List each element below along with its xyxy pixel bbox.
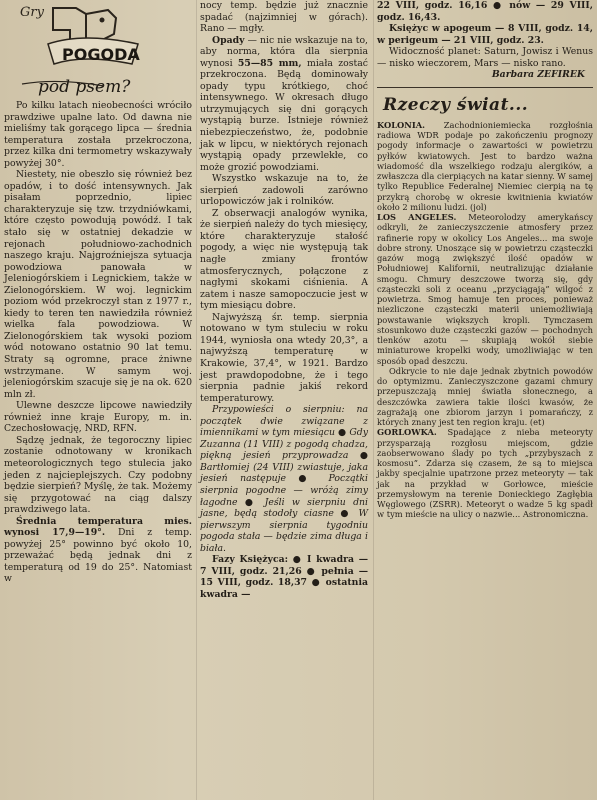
paragraph: Sądzę jednak, że tegoroczny lipiec zostanie odnotowany w kronikach meteorologicznych tego stulecia jako jeden z najcieplejszych. Czy podobny będzie sierpień? Myślę, że tak. Możemy się przygotować na ciąg dalszy prawdziwego lata. xyxy=(4,434,192,516)
paragraph: Widoczność planet: Saturn, Jowisz i Wenus — nisko wieczorem, Mars — nisko rano. xyxy=(377,46,593,69)
text: Dni z temp. powyżej 25° powinno być około 10, przeważać będą jednak dni z temperaturą od 19 do 25°. Natomiast w xyxy=(4,527,192,585)
news-city: GORLOWKA. xyxy=(377,427,437,438)
news-item xyxy=(377,120,593,212)
paragraph: Z obserwacji analogów wynika, że sierpień należy do tych miesięcy, które charakteryzuje stałość pogody, a więc nie występują tak nagłe zmiany frontów atmosferycznych, połączone z nagłymi skokami ciśnienia. A zatem i nasze samopoczucie jest w tym miesiącu dobre. xyxy=(200,207,368,312)
news-item xyxy=(377,427,593,519)
news-city: LOS ANGELES. xyxy=(377,212,457,223)
bold-lead: Fazy Księżyca: xyxy=(212,554,289,566)
logo-word: POGODA xyxy=(62,45,140,64)
column-2 xyxy=(200,0,368,600)
logo-scrawl: Gry xyxy=(20,5,44,20)
divider xyxy=(377,87,593,88)
paragraph: Po kilku latach nieobecności wróciło prawdziwe upalne lato. Od dawna nie mieliśmy tak gorącego lipca — średnia temperatura została przekroczona, przez kilka dni termometry wskazywały powyżej 30°. xyxy=(4,100,192,169)
bold-lead: Opady xyxy=(212,34,245,46)
column-3 xyxy=(377,0,593,520)
paragraph: 22 VIII, godz. 16,16 ● nów — 29 VIII, godz. 16,43. xyxy=(377,0,593,23)
section-heading: Rzeczy świat... xyxy=(383,94,529,115)
news-item xyxy=(377,366,593,428)
bold-lead: Średnia temperatura mies. wynosi 17,9—19°. xyxy=(4,515,192,539)
text: — nic nie wskazuje na to, aby norma, która dla sierpnia wynosi xyxy=(200,34,368,69)
text: ● I kwadra — 7 VIII, godz. 21,26 ● pełnia — 15 VIII, godz. 18,37 ● ostatnia kwadra — xyxy=(200,554,368,600)
paragraph xyxy=(200,35,368,174)
news-text: Odkrycie to nie daje jednak zbytnich powodów do optymizmu. Zanieczyszczone gazami chmury przepuszczają mniej światła słonecznego, a deszczówka zawiera takie ilości kwasów, że zagrażają one zbiorom jarzyn i pomarańczy, z których znany jest ten region kraju. (et) xyxy=(377,365,593,428)
paragraph xyxy=(200,404,368,554)
paragraph xyxy=(200,554,368,600)
news-text: Meteorolodzy amerykańscy odkryli, że zanieczyszczenie atmosfery przez rafinerie ropy w okolicy Los Angeles... ma swoje dobre strony. Unoszące się w powietrzu cząsteczki gazów mogą zwiększyć ilość opadów w Południowej Kalifornii, neutralizując działanie smogu. Chmury deszczowe tworzą się, gdy cząsteczki soli z oceanu „przyciągają” wilgoć z powietrza. Smog hamuje ten proces, ponieważ niezliczone cząsteczki materii uniemożliwiają powstawanie większych kropli. Tymczasem stosunkowo duże cząsteczki gazów — pochodnych tlenków azotu — skupiają wokół siebie miniaturowe kropelki wody, umożliwiając w ten sposób opad deszczu. xyxy=(377,212,593,366)
news-text: Zachodnioniemiecka rozgłośnia radiowa WDR podaje po zakończeniu prognozy pogody informacje o zawartości w powietrzu pyłków kwiatowych. Jest to bardzo ważna wiadomość dla wszelkiego rodzaju alergików, a zwłaszcza dla cierpiących na katar sienny. W samej tylko Republice Federalnej Niemiec cierpią na tę przykrą chorobę w okresie kwitnienia kwiatów około 2 milionu ludzi. (jol) xyxy=(377,119,593,212)
text: na początek dwie związane z imiennikami w tym miesiącu ● Gdy Zuzanna (11 VIII) z pogodą chadza, piękną jesień przyprowadza ● Bartłomiej (24 VIII) zwiastuje, jaka jesień następuje ● Początki sierpnia pogodne — wróżą zimy łagodne ● Jeśli w sierpniu dni jasne, będą stodoły ciasne ● W pierwszym sierpnia tygodniu pogoda stała — będzie zima długa i biała. xyxy=(200,404,368,554)
news-item xyxy=(377,212,593,366)
bold-value: 55—85 mm, xyxy=(237,57,302,69)
news-list xyxy=(377,120,593,520)
paragraph: Ulewne deszcze lipcowe nawiedziły również inne kraje Europy, m. in. Czechosłowację, NRD, RFN. xyxy=(4,400,192,435)
paragraph: nocy temp. będzie już znacznie spadać (najzimniej w górach). Rano — mgły. xyxy=(200,0,368,35)
paragraph: Wszystko wskazuje na to, że sierpień zadowoli zarówno urlopowiczów jak i rolników. xyxy=(200,173,368,208)
news-text: Spadające z nieba meteoryty przysparzają rozgłosu miejscom, gdzie zaobserwowano ślady po tych „przybyszach z kosmosu”. Zdarza się czasem, że są to miejsca jakby specjalnie upatrzone przez meteoryty — tak jak na przykład w Gorłowce, mieście przemysłowym na terenie Donieckiego Zagłębia Węglowego (ZSRR). Meteoryt o wadze 5 kg spadł w tym mieście na ulicy o nazwie... Astronomiczna. xyxy=(377,427,593,520)
italic-lead: Przypowieści o sierpniu: xyxy=(212,404,345,416)
dog-logo-icon xyxy=(18,0,168,98)
column-divider xyxy=(196,0,197,800)
logo-subtitle: pod psem? xyxy=(38,77,131,97)
paragraph: Księżyc w apogeum — 8 VIII, godz. 14, w perigeum — 21 VIII, godz. 23. xyxy=(377,23,593,46)
news-city: KOLONIA. xyxy=(377,119,426,130)
pogoda-logo xyxy=(4,0,192,100)
paragraph: Najwyższą śr. temp. sierpnia notowano w tym stuleciu w roku 1944, wyniosła ona wtedy 20,3°, a najwyższą temperaturę w Krakowie, 37,4°, w 1921. Bardzo jest prawdopodobne, że i tego sierpnia padnie jakiś rekord temperaturowy. xyxy=(200,311,368,404)
author-signature: Barbara ZEFIREK xyxy=(491,69,585,81)
paragraph: Niestety, nie obeszło się również bez opadów, i to dość intensywnych. Jak pisałam poprzednio, lipiec charakteryzuje się tzw. trzydniówkami, które często powodują powódź. I tak stało się w ostatniej dekadzie w rejonach południowo-zachodnich naszego kraju. Najgroźniejsza sytuacja powodziowa panowała w Jeleniogórskiem i Legnickiem, także w Zielonogórskiem. W woj. legnickim poziom wód przekroczył stan z 1977 r., kiedy to teren ten nawiedziła również wielka fala powodziowa. W Zielonogórskiem tak wysoki poziom wód notowano ostatnio 90 lat temu. Straty są ogromne, prace żniwne wstrzymane. W samym woj. jeleniogórskim szacuje się je na ok. 620 mln zł. xyxy=(4,169,192,400)
text: miała zostać przekroczona. Będą dominowały opady typu krótkiego, choć intensywnego. W okresach długo utrzymujących się dni gorących wystąpią burze. Istnieje również niebezpieczeństwo, że, podobnie jak w lipcu, w niektórych rejonach wystąpią opady przewlekłe, co może grozić powodziami. xyxy=(200,57,368,173)
paragraph xyxy=(4,516,192,585)
column-divider xyxy=(373,0,374,800)
column-1 xyxy=(4,0,192,585)
